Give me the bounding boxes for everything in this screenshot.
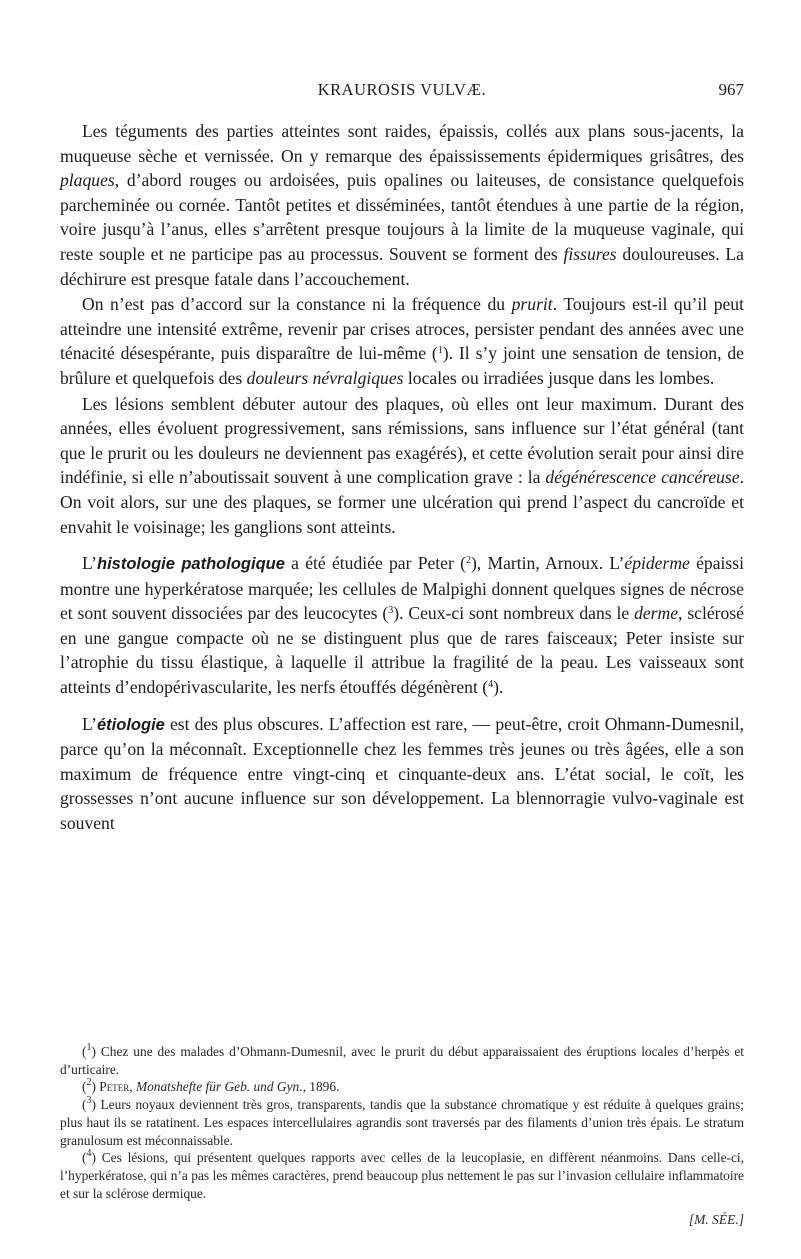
footnote-number: 3 <box>86 1095 92 1107</box>
italic-term: fissures <box>563 243 617 264</box>
text-run: , d’abord rouges ou ardoisées, puis opalines ou laiteuses, de consistance quelquefois parcheminée ou cornée. Tantôt petites et disséminées, tantôt étendues à une partie de la région, voire jusqu’à l’anus, elles s’arrêtent presque toujours à la limite de la muqueuse vaginale, qui reste souple et ne participe pas au processus. Souvent se forment des <box>60 170 744 264</box>
text-run: est des plus obscures. L’affection est rare, — peut-être, croit Ohmann-Dumesnil, parce qu’on la méconnaît. Exceptionnelle chez les femmes très jeunes ou très âgées, elle a son maximum de fréquence entre vingt-cinq et cinquante-deux ans. L’état social, le coït, les grossesses n’ont aucune influence sur son développement. La blennorragie vulvo-vaginale est souvent <box>60 713 744 834</box>
footnotes <box>60 1043 744 1202</box>
text-run: locales ou irradiées jusque dans les lombes. <box>403 367 715 388</box>
paragraph-prurit <box>60 292 744 390</box>
text-run: Les lésions semblent débuter autour des plaques, où elles ont leur maximum. Durant des années, elles évoluent progressivement, sans rémissions, sans influence sur l’état général (tant que le prurit ou les douleurs ne deviennent pas exagérés), et cette évolution serait pour ainsi dire indéfinie, si elle n’aboutissait souvent à une complication grave : la <box>60 393 744 488</box>
text-run: . On voit alors, sur une des plaques, se former une ulcération qui prend l’aspect du cancroïde et envahit le voisinage; les ganglions sont atteints. <box>60 467 744 537</box>
text-run: , sclérosé en une gangue compacte où ne se distinguent plus que de rares faisceaux; Peter insiste sur l’atrophie du tissu élastique, à laquelle il attribue la fragilité de la peau. Les vaisseaux sont atteints d’endopérivascularite, les nerfs étouffés dégénèrent ( <box>60 603 744 698</box>
footnote-text: Leurs noyaux deviennent très gros, transparents, tandis que la substance chromatique y est réduite à quelques grains; plus haut ils se ratatinent. Les espaces intercellulaires agrandis sont traversés par des filaments d’union très épais. Le stratum granulosum est méconnaissable. <box>60 1097 744 1148</box>
footnote-text: Ces lésions, qui présentent quelques rapports avec celles de la leucoplasie, en diffèrent néanmoins. Dans celle-ci, l’hyperkératose, qui n’a pas les mêmes caractères, prend beaucoup plus nettement le pas sur l’invasion cellulaire inflammatoire et sur la sclérose dermique. <box>60 1150 744 1201</box>
footnote-ref[interactable]: 1 <box>437 345 443 357</box>
page-number: 967 <box>718 80 744 99</box>
footnote-journal: Monatshefte für Geb. und Gyn. <box>135 1079 303 1095</box>
footnote-ref[interactable]: 3 <box>388 605 394 617</box>
footnote-text: Chez une des malades d’Ohmann-Dumesnil, avec le prurit du début apparaissaient des éruptions locales d’herpès et d’urticaire. <box>60 1044 744 1077</box>
text-run: . Toujours est-il qu’il peut atteindre une intensité extrême, revenir par crises atroces, persister pendant des années avec une ténacité désespérante, puis disparaître de lui-même ( <box>60 294 744 364</box>
text-run: a été étudiée par Peter ( <box>284 553 466 574</box>
footnote-1: ($^1$) Chez une des malades d’Ohmann-Dumesnil, avec le prurit du début apparaissaient des éruptions locales d’herpès et d’urticaire. <box>60 1042 744 1077</box>
text-run: Les téguments des parties atteintes sont raides, épaissis, collés aux plans sous-jacents, la muqueuse sèche et vernissée. On y remarque des épaississements épidermiques grisâtres, des <box>60 121 744 166</box>
footnote-ref[interactable]: 2 <box>465 555 471 567</box>
paragraph-etiologie <box>60 712 744 836</box>
italic-term: prurit <box>511 294 553 315</box>
text-run: douloureuses. La déchirure est presque fatale dans l’accouchement. <box>60 243 744 289</box>
text-run: ). Ceux-ci sont nombreux dans le <box>393 603 635 624</box>
text-run: L’ <box>82 553 97 574</box>
paragraph-histologie <box>60 551 744 700</box>
footnote-3: ($^3$) Leurs noyaux deviennent très gros, transparents, tandis que la substance chromatique y est réduite à quelques grains; plus haut ils se ratatinent. Les espaces intercellulaires agrandis sont traversés par des filaments d’union très épais. Le stratum granulosum est méconnaissable. <box>60 1095 744 1148</box>
text-run: On n’est pas d’accord sur la constance ni la fréquence du <box>82 294 512 315</box>
section-heading: histologie pathologique <box>97 555 285 574</box>
page-header <box>60 80 744 104</box>
footnote-number: 1 <box>86 1042 92 1053</box>
italic-term: épiderme <box>624 553 690 574</box>
paragraph-evolution <box>60 392 744 540</box>
footnote-ref[interactable]: 4 <box>488 679 494 691</box>
text-run: ). <box>493 677 504 698</box>
italic-term: derme <box>634 603 679 624</box>
running-title: KRAUROSIS VULVÆ. <box>317 80 487 99</box>
paragraph-lesions <box>60 119 744 291</box>
footnote-number: 2 <box>86 1077 92 1089</box>
footnote-2: ($^2$) Peter, Monatshefte für Geb. und Gyn., 1896. <box>82 1077 340 1095</box>
italic-term: douleurs névralgiques <box>246 367 404 388</box>
footnote-text: , 1896. <box>302 1079 340 1095</box>
footnote-4: ($^4$) Ces lésions, qui présentent quelques rapports avec celles de la leucoplasie, en diffèrent néanmoins. Dans celle-ci, l’hyperkératose, qui n’a pas les mêmes caractères, prend beaucoup plus nettement le pas sur l’invasion cellulaire inflammatoire et sur la sclérose dermique. <box>60 1148 744 1201</box>
section-heading: étiologie <box>97 715 165 734</box>
text-run: ). Il s’y joint une sensation de tension, de brûlure et quelquefois des <box>60 343 744 388</box>
text-run: épaissi montre une hyperkératose marquée; les cellules de Malpighi donnent quelques signes de nécrose et sont souvent dissociées par des leucocytes ( <box>60 553 744 624</box>
footnote-author: Peter <box>99 1079 130 1095</box>
footnote-text: , <box>129 1079 136 1095</box>
text-run: ), Martin, Arnoux. L’ <box>470 553 625 574</box>
italic-term: plaques <box>60 170 115 191</box>
italic-term: dégénérescence cancéreuse <box>545 467 740 488</box>
text-run: L’ <box>82 713 97 734</box>
main-text <box>60 119 744 836</box>
author-signature: [M. SÉE.] <box>688 1212 744 1227</box>
footnote-number: 4 <box>86 1148 92 1160</box>
